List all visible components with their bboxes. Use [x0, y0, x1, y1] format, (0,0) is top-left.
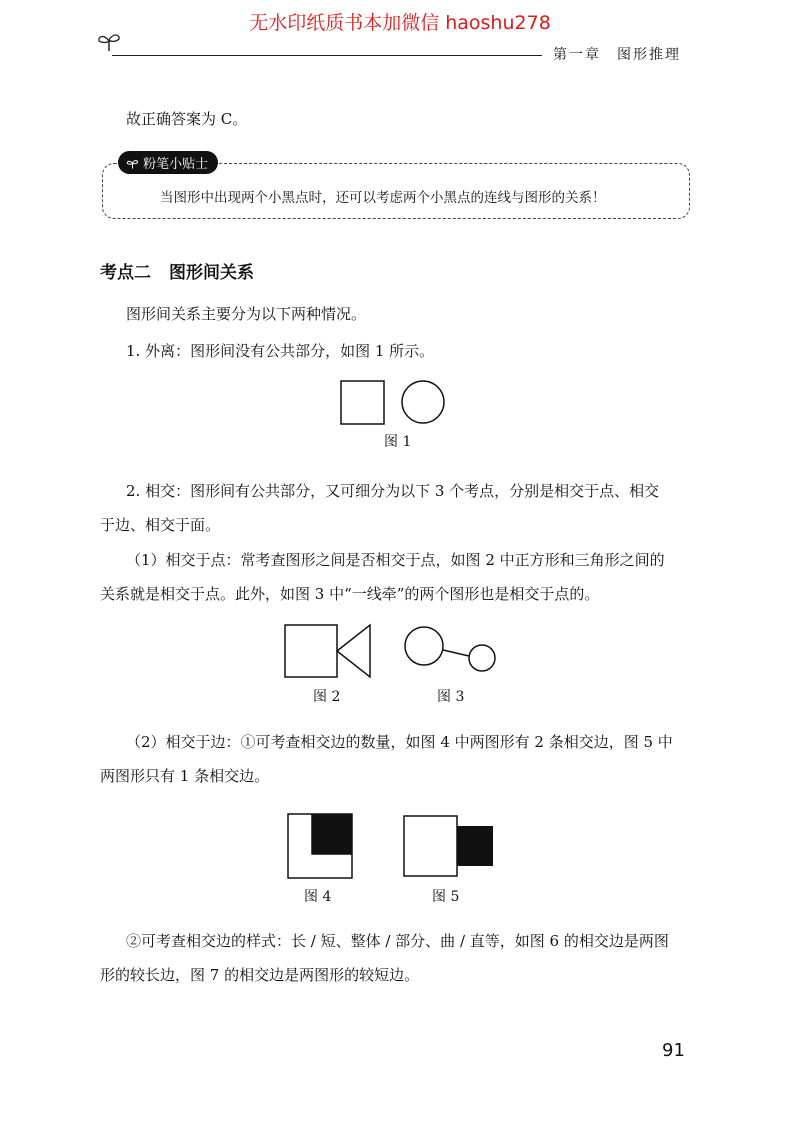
p1-line2: 关系就是相交于点。此外，如图 3 中“一线牵”的两个图形也是相交于点的。 [100, 585, 600, 603]
item1-text: 1. 外离：图形间没有公共部分，如图 1 所示。 [126, 342, 435, 360]
chapter-title: 第一章 图形推理 [553, 47, 681, 63]
figure-1-caption: 图 1 [384, 434, 412, 450]
figure-3 [398, 622, 502, 678]
fig3-connector [443, 650, 469, 656]
fig1-circle [402, 381, 444, 423]
intro-text: 图形间关系主要分为以下两种情况。 [126, 305, 367, 323]
fig3-circle-small [469, 645, 495, 671]
page-number: 91 [662, 1040, 685, 1061]
sprout-icon [126, 157, 143, 172]
fig3-circle-large [405, 627, 443, 665]
figure-4 [282, 808, 358, 884]
sprout-icon [96, 30, 122, 52]
header-rule [112, 55, 542, 56]
figure-2-caption: 图 2 [313, 689, 341, 705]
section-title: 图形间关系 [169, 263, 254, 283]
watermark-text: 无水印纸质书本加微信 haoshu278 [249, 12, 551, 34]
figure-3-caption: 图 3 [437, 689, 465, 705]
p2-line1: （2）相交于边：①可考查相交边的数量，如图 4 中两图形有 2 条相交边，图 5 中 [126, 733, 673, 751]
tip-label [118, 151, 218, 174]
fig4-black-square [312, 814, 352, 854]
figure-1 [330, 376, 460, 432]
p1-line1: （1）相交于点：常考查图形之间是否相交于点，如图 2 中正方形和三角形之间的 [126, 551, 665, 569]
section-number: 考点二 [100, 263, 151, 283]
p3-line2: 形的较长边，图 7 的相交边是两图形的较短边。 [100, 966, 420, 984]
fig5-black-square [457, 826, 493, 866]
item2-line2: 于边、相交于面。 [100, 516, 221, 534]
fig5-white-square [404, 816, 457, 876]
figure-5 [398, 808, 498, 884]
p2-line2: 两图形只有 1 条相交边。 [100, 767, 270, 785]
fig1-square [341, 381, 384, 424]
figure-2 [280, 620, 380, 682]
p3-line1: ②可考查相交边的样式：长 / 短、整体 / 部分、曲 / 直等，如图 6 的相交边是两图 [126, 932, 669, 950]
figure-5-caption: 图 5 [432, 889, 460, 905]
conclusion-text: 故正确答案为 C。 [126, 110, 248, 128]
tip-label-text: 粉笔小贴士 [143, 157, 209, 172]
fig2-triangle [337, 625, 370, 677]
fig2-square [285, 625, 337, 677]
item2-line1: 2. 相交：图形间有公共部分，又可细分为以下 3 个考点，分别是相交于点、相交 [126, 482, 660, 500]
tip-text: 当图形中出现两个小黑点时，还可以考虑两个小黑点的连线与图形的关系！ [160, 190, 606, 206]
section-heading [100, 258, 254, 283]
figure-4-caption: 图 4 [304, 889, 332, 905]
